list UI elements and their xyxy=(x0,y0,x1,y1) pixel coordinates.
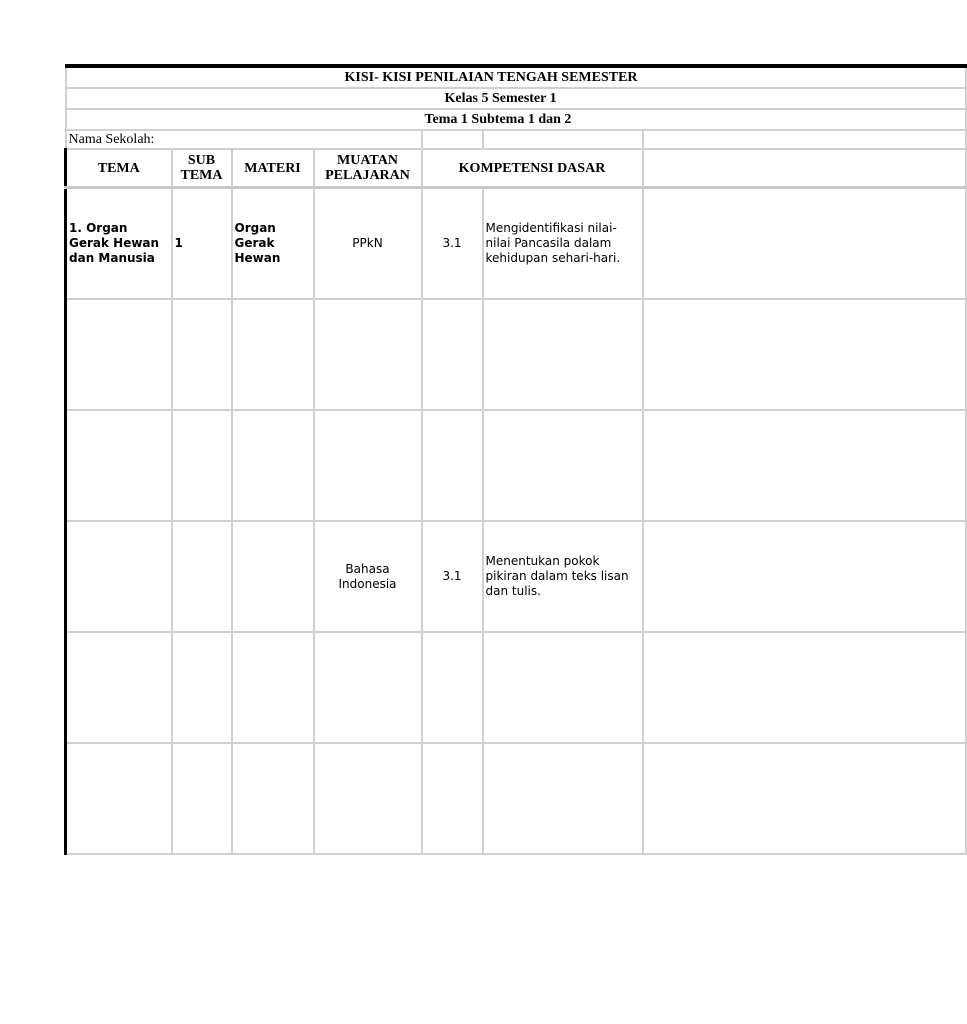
header-tema: TEMA xyxy=(66,149,172,188)
cell-muatan: PPkN xyxy=(314,188,422,300)
cell-kd-text xyxy=(483,299,643,410)
cell xyxy=(643,632,966,743)
table-row xyxy=(66,410,966,521)
header-kompetensi-dasar: KOMPETENSI DASAR xyxy=(422,149,643,188)
class-semester: Kelas 5 Semester 1 xyxy=(66,88,966,109)
table-row xyxy=(66,188,966,300)
school-name-label: Nama Sekolah: xyxy=(66,130,422,149)
cell xyxy=(643,188,966,300)
table-row xyxy=(66,521,966,632)
cell-muatan: Bahasa Indonesia xyxy=(314,521,422,632)
cell xyxy=(643,299,966,410)
cell-muatan xyxy=(314,410,422,521)
column-header-row xyxy=(66,149,966,188)
subtitle-row xyxy=(66,88,966,109)
cell-tema xyxy=(66,743,172,854)
header-materi: MATERI xyxy=(232,149,314,188)
sheet-viewport xyxy=(64,64,638,864)
theme-subtheme: Tema 1 Subtema 1 dan 2 xyxy=(66,109,966,130)
cell-sub-tema xyxy=(172,632,232,743)
title-row xyxy=(66,66,966,88)
cell-kd-text xyxy=(483,632,643,743)
cell-tema: 1. Organ Gerak Hewan dan Manusia xyxy=(66,188,172,300)
cell-kd-number xyxy=(422,632,483,743)
cell xyxy=(422,130,483,149)
cell-sub-tema xyxy=(172,743,232,854)
cell-materi xyxy=(232,410,314,521)
cell-kd-text xyxy=(483,743,643,854)
cell-materi xyxy=(232,743,314,854)
cell-tema xyxy=(66,299,172,410)
cell-sub-tema: 1 xyxy=(172,188,232,300)
cell-muatan xyxy=(314,743,422,854)
cell-kd-number: 3.1 xyxy=(422,521,483,632)
cell-muatan xyxy=(314,299,422,410)
cell-kd-text: Mengidentifikasi nilai-nilai Pancasila dalam kehidupan sehari-hari. xyxy=(483,188,643,300)
cell-sub-tema xyxy=(172,410,232,521)
cell-sub-tema xyxy=(172,299,232,410)
cell-kd-text xyxy=(483,410,643,521)
cell-muatan xyxy=(314,632,422,743)
table-row xyxy=(66,632,966,743)
cell-materi: Organ Gerak Hewan xyxy=(232,188,314,300)
cell-materi xyxy=(232,299,314,410)
document-title: KISI- KISI PENILAIAN TENGAH SEMESTER xyxy=(66,66,966,88)
cell-tema xyxy=(66,521,172,632)
school-row xyxy=(66,130,966,149)
header-sub-tema: SUB TEMA xyxy=(172,149,232,188)
cell-materi xyxy=(232,521,314,632)
cell xyxy=(483,130,643,149)
cell xyxy=(643,521,966,632)
kisi-kisi-table xyxy=(64,64,967,855)
cell-tema xyxy=(66,632,172,743)
cell-materi xyxy=(232,632,314,743)
cell-kd-number xyxy=(422,410,483,521)
cell xyxy=(643,410,966,521)
cell-kd-number xyxy=(422,299,483,410)
cell-kd-text: Menentukan pokok pikiran dalam teks lisan dan tulis. xyxy=(483,521,643,632)
theme-row xyxy=(66,109,966,130)
cell xyxy=(643,130,966,149)
header-muatan-pelajaran: MUATAN PELAJARAN xyxy=(314,149,422,188)
cell-sub-tema xyxy=(172,521,232,632)
cell-kd-number xyxy=(422,743,483,854)
table-row xyxy=(66,743,966,854)
header-extra xyxy=(643,149,966,188)
table-row xyxy=(66,299,966,410)
cell-kd-number: 3.1 xyxy=(422,188,483,300)
cell xyxy=(643,743,966,854)
cell-tema xyxy=(66,410,172,521)
